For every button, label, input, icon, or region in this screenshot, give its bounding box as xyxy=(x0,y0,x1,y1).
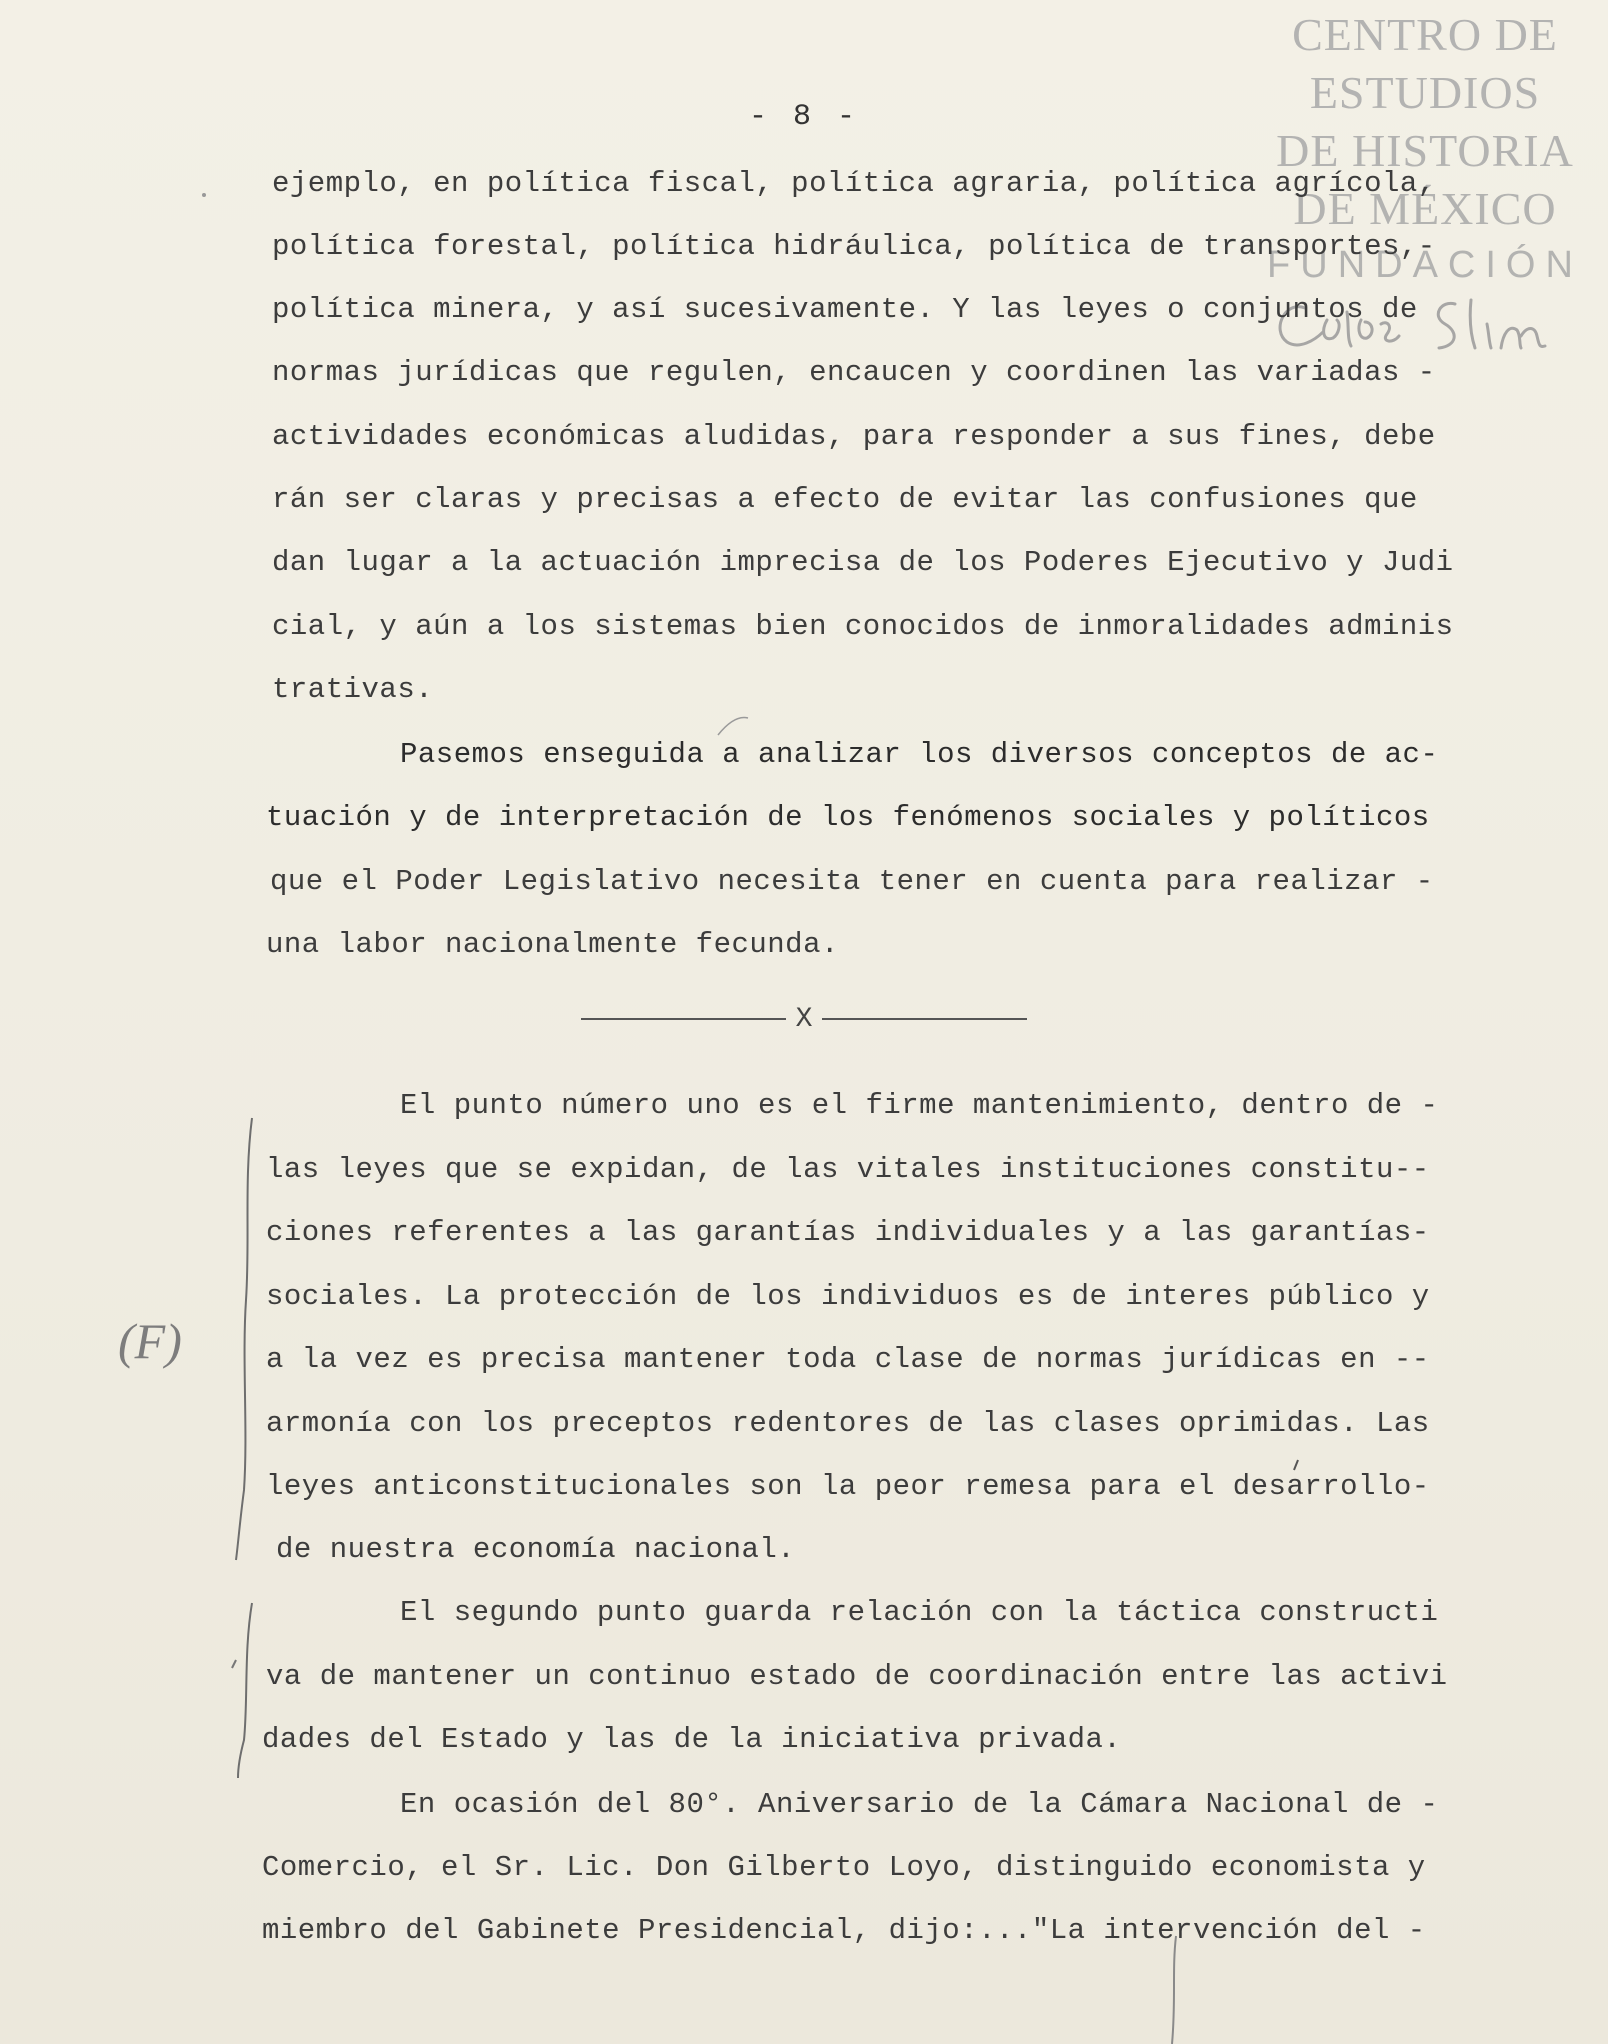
margin-note: (F) xyxy=(118,1313,182,1369)
paragraph-2-line-4: una labor nacionalmente fecunda. xyxy=(266,928,839,961)
paragraph-4-line-1: El segundo punto guarda relación con la táctica constructi xyxy=(400,1596,1439,1629)
section-marker: X xyxy=(795,1004,813,1035)
paragraph-1-line-3: política minera, y así sucesivamente. Y las leyes o conjuntos de xyxy=(272,293,1418,326)
watermark-line-2: ESTUDIOS xyxy=(1309,67,1541,118)
watermark-line-5: FUNDACIÓN xyxy=(1267,244,1583,286)
paragraph-3-line-8: de nuestra economía nacional. xyxy=(276,1533,796,1566)
page-number: - 8 - xyxy=(748,100,859,134)
paragraph-3-line-2: las leyes que se expidan, de las vitales instituciones constitu-- xyxy=(266,1153,1430,1186)
paragraph-4-line-3: dades del Estado y las de la iniciativa privada. xyxy=(262,1723,1122,1756)
paragraph-1-line-2: política forestal, política hidráulica, política de transportes,- xyxy=(272,230,1436,263)
paragraph-3-line-1: El punto número uno es el firme mantenimiento, dentro de - xyxy=(400,1089,1439,1122)
separator-rule-right xyxy=(822,1018,1027,1020)
paragraph-1-line-7: dan lugar a la actuación imprecisa de los Poderes Ejecutivo y Judi xyxy=(272,546,1454,579)
paragraph-4-line-2: va de mantener un continuo estado de coordinación entre las activi xyxy=(266,1660,1448,1693)
paragraph-2-line-3: que el Poder Legislativo necesita tener en cuenta para realizar - xyxy=(270,865,1434,898)
paragraph-3-line-3: ciones referentes a las garantías individuales y a las garantías- xyxy=(266,1216,1430,1249)
paragraph-1-line-9: trativas. xyxy=(272,673,434,706)
section-separator xyxy=(0,1004,1608,1035)
paragraph-1-line-6: rán ser claras y precisas a efecto de evitar las confusiones que xyxy=(272,483,1418,516)
paragraph-1-line-4: normas jurídicas que regulen, encaucen y coordinen las variadas - xyxy=(272,356,1436,389)
watermark-line-3: DE HISTORIA xyxy=(1276,125,1574,176)
paragraph-5-line-2: Comercio, el Sr. Lic. Don Gilberto Loyo, distinguido economista y xyxy=(262,1851,1426,1884)
paragraph-3-line-4: sociales. La protección de los individuos es de interes público y xyxy=(266,1280,1430,1313)
paragraph-3-line-6: armonía con los preceptos redentores de las clases oprimidas. Las xyxy=(266,1407,1430,1440)
paragraph-2-line-1: Pasemos enseguida a analizar los diversos conceptos de ac- xyxy=(400,738,1439,771)
watermark-line-1: CENTRO DE xyxy=(1292,9,1558,60)
paragraph-3-line-5: a la vez es precisa mantener toda clase de normas jurídicas en -- xyxy=(266,1343,1430,1376)
paragraph-1-line-1: ejemplo, en política fiscal, política agraria, política agrícola, xyxy=(272,167,1436,200)
separator-rule-left xyxy=(581,1018,786,1020)
paragraph-5-line-3: miembro del Gabinete Presidencial, dijo:..."La intervención del - xyxy=(262,1914,1426,1947)
paragraph-5-line-1: En ocasión del 80°. Aniversario de la Cámara Nacional de - xyxy=(400,1788,1439,1821)
paragraph-3-line-7: leyes anticonstitucionales son la peor remesa para el desarrollo- xyxy=(266,1470,1430,1503)
paragraph-1-line-5: actividades económicas aludidas, para responder a sus fines, debe xyxy=(272,420,1436,453)
paragraph-2-line-2: tuación y de interpretación de los fenómenos sociales y políticos xyxy=(266,801,1430,834)
paragraph-1-line-8: cial, y aún a los sistemas bien conocidos de inmoralidades adminis xyxy=(272,610,1454,643)
watermark-line-4: DE MÉXICO xyxy=(1293,183,1557,234)
